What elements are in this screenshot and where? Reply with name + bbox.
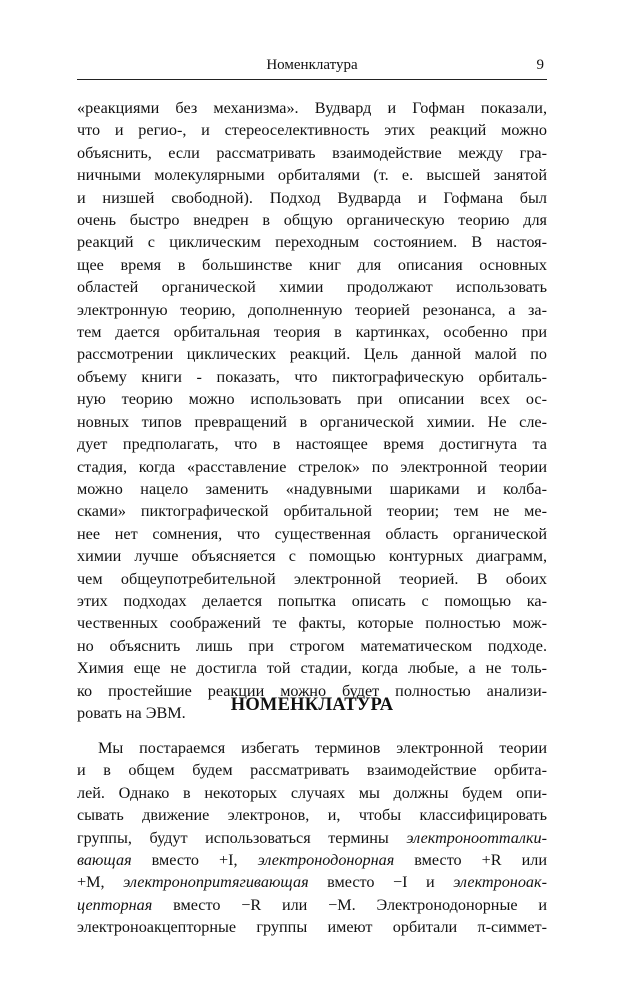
text-line: что и регио-, и стереоселективность этих реакций можно (77, 121, 547, 140)
text-line (77, 871, 547, 893)
paragraph-2 (77, 737, 547, 939)
text-line (77, 894, 547, 916)
text-line: ную теорию можно использовать при описании всех ос- (77, 390, 547, 409)
text-line (77, 849, 547, 871)
section-heading: НОМЕНКЛАТУРА (230, 695, 394, 715)
text-line: новных типов превращений в органической химии. Не сле- (77, 412, 547, 431)
term-italic: цепторная (77, 895, 153, 914)
text-line: стадия, когда «расставление стрелок» по электронной теории (77, 457, 547, 476)
text-line: ничными молекулярными орбиталями (т. е. высшей занятой (77, 166, 547, 185)
text-line (77, 827, 547, 849)
text-line: щее время в большинстве книг для описания основных (77, 255, 547, 274)
text-line: лей. Однако в некоторых случаях мы должны будем опи- (77, 783, 547, 802)
text-line: тем дается орбитальная теория в картинках, особенно при (77, 323, 547, 342)
text-span: вместо +I, (131, 851, 258, 870)
page-number: 9 (536, 57, 544, 73)
text-line: сывать движение электронов, и, чтобы классифицировать (77, 806, 547, 825)
text-line: «реакциями без механизма». Вудвард и Гофман показали, (77, 99, 547, 117)
term-italic: электронопритягивающая (123, 873, 309, 892)
term-italic: электронодонорная (257, 851, 395, 870)
text-line: ко простейшие реакции можно будет полностью анализи- (77, 681, 547, 700)
running-title: Номенклатура (266, 57, 358, 73)
text-line: этих подходах делается попытка описать с помощью ка- (77, 591, 547, 610)
text-line: но объяснить лишь при строгом математическом подходе. (77, 636, 547, 655)
text-span: группы, будут использоваться термины (77, 828, 407, 847)
text-line: сками» пиктографической орбитальной теории; тем не ме- (77, 502, 547, 521)
text-line: ровать на ЭВМ. (77, 703, 186, 722)
text-line: чем общеупотребительной электронной теорией. В обоих (77, 569, 547, 588)
text-line: объему книги - показать, что пиктографическую орбиталь- (77, 367, 547, 386)
text-line: областей органической химии продолжают использовать (77, 278, 547, 297)
text-line: чественных соображений те факты, которые полностью мож- (77, 614, 547, 633)
term-italic: электроноак- (453, 873, 547, 892)
text-span: вместо −R или −M. Электронодонорные и (152, 895, 547, 914)
text-line: объяснить, если рассматривать взаимодействие между гра- (77, 143, 547, 162)
text-span: вместо +R или (394, 851, 547, 870)
text-line: и низшей свободной). Подход Вудварда и Гофмана был (77, 188, 547, 207)
text-span: вместо −I и (308, 873, 454, 892)
text-line: дует предполагать, что в настоящее время достигнута та (77, 435, 547, 454)
text-line: Мы постараемся избегать терминов электронной теории (98, 739, 547, 757)
text-line: электроноакцепторные группы имеют орбитали π-симмет- (77, 918, 547, 937)
text-line: нее нет сомнения, что существенная область органической (77, 524, 547, 543)
text-line: и в общем будем рассматривать взаимодействие орбита- (77, 761, 547, 780)
text-line: Химия еще не достигла той стадии, когда любые, а не толь- (77, 659, 547, 678)
paragraph-1 (77, 97, 547, 724)
text-line: химии лучше объясняется с помощью контурных диаграмм, (77, 547, 547, 566)
text-line: реакций с циклическим переходным состоянием. В настоя- (77, 233, 547, 252)
text-line: электронную теорию, дополненную теорией резонанса, а за- (77, 300, 547, 319)
text-span: +M, (77, 873, 124, 892)
text-line: можно нацело заменить «надувными шариками и колба- (77, 479, 547, 498)
term-italic: электроноотталки- (406, 828, 547, 847)
text-line: рассмотрении циклических реакций. Цель данной малой по (77, 345, 547, 364)
text-line: очень быстро внедрен в общую органическую теорию для (77, 211, 547, 230)
header-rule (77, 79, 547, 80)
term-italic: вающая (77, 851, 132, 870)
